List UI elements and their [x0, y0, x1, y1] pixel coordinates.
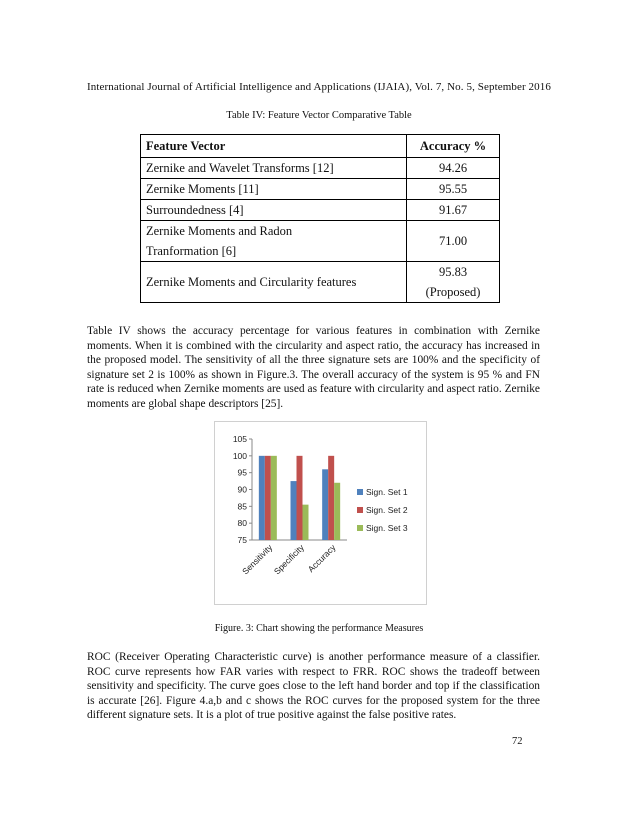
accuracy-cell-line: 95.83 — [438, 265, 468, 279]
bar-sign-set-2-accuracy — [328, 456, 334, 540]
table-caption: Table IV: Feature Vector Comparative Table — [226, 110, 412, 121]
x-tick-label: Accuracy — [305, 542, 338, 575]
accuracy-cell: 91.67 — [407, 200, 500, 221]
accuracy-cell: 95.55 — [407, 179, 500, 200]
y-tick-label: 105 — [232, 434, 247, 444]
accuracy-cell: 71.00 — [407, 221, 500, 262]
feature-cell: Zernike Moments [11] — [141, 179, 407, 200]
feature-cell-line: Zernike Moments and Radon — [146, 224, 293, 238]
bar-sign-set-1-sensitivity — [259, 456, 265, 540]
legend-swatch — [357, 489, 363, 495]
page-number: 72 — [512, 736, 523, 747]
accuracy-cell — [407, 262, 500, 303]
accuracy-cell-line: (Proposed) — [425, 285, 481, 299]
chart-canvas — [215, 422, 426, 604]
table-header-row — [141, 135, 500, 158]
y-tick-label: 95 — [237, 467, 247, 478]
figure-caption: Figure. 3: Chart showing the performance Measures — [214, 623, 424, 634]
x-tick-label: Sensitivity — [240, 542, 275, 577]
y-tick-label: 100 — [232, 450, 247, 461]
column-header-feature: Feature Vector — [141, 135, 407, 158]
table-row — [141, 262, 500, 303]
accuracy-cell: 94.26 — [407, 158, 500, 179]
feature-cell: Zernike and Wavelet Transforms [12] — [141, 158, 407, 179]
feature-cell: Surroundedness [4] — [141, 200, 407, 221]
bar-sign-set-3-sensitivity — [271, 456, 277, 540]
legend-swatch — [357, 507, 363, 513]
legend-label: Sign. Set 1 — [366, 487, 408, 497]
performance-chart — [214, 421, 427, 605]
feature-cell-line: Tranformation [6] — [146, 244, 237, 258]
legend-label: Sign. Set 2 — [366, 505, 408, 515]
bar-sign-set-1-specificity — [291, 481, 297, 540]
column-header-accuracy: Accuracy % — [407, 135, 500, 158]
body-paragraph: Table IV shows the accuracy percentage for various features in combination with Zernike moments. When it is combined with the circularity and aspect ratio, the accuracy has increased in the proposed model. The sensitivity of all the three signature sets are 100% and the specificity of signature set 2 is 100% as shown in Figure.3. The overall accuracy of the system is 95 % and FN rate is reduced when Zernike moments are used as feature with circularity and aspect ratio. Zernike moments are global shape descriptors [25]. — [87, 325, 540, 410]
table-row — [141, 158, 500, 179]
y-tick-label: 85 — [237, 501, 247, 512]
bar-sign-set-3-specificity — [303, 505, 309, 540]
body-paragraph: ROC (Receiver Operating Characteristic curve) is another performance measure of a classifier. ROC curve represents how FAR varies with respect to FRR. ROC shows the tradeoff between sensitivity and specificity. The curve goes close to the left hand border and top if the classification is accurate [26]. Figure 4.a,b and c shows the ROC curves for the proposed system for the three different signature sets. It is a plot of true positive against the false positive rates. — [87, 651, 540, 721]
journal-header: International Journal of Artificial Intelligence and Applications (IJAIA), Vol. 7, No. 5, September 2016 — [87, 81, 551, 93]
bar-sign-set-2-sensitivity — [265, 456, 271, 540]
bar-sign-set-1-accuracy — [322, 469, 328, 540]
bar-sign-set-3-accuracy — [334, 483, 340, 540]
y-tick-label: 75 — [237, 535, 247, 545]
y-tick-label: 80 — [237, 518, 247, 529]
table-row — [141, 221, 500, 262]
table-row — [141, 179, 500, 200]
feature-vector-table — [140, 134, 500, 303]
feature-cell: Zernike Moments and Circularity features — [141, 262, 407, 303]
legend-swatch — [357, 525, 363, 531]
feature-cell — [141, 221, 407, 262]
legend-label: Sign. Set 3 — [366, 523, 408, 533]
bar-sign-set-2-specificity — [297, 456, 303, 540]
table-row — [141, 200, 500, 221]
x-tick-label: Specificity — [271, 542, 306, 577]
y-tick-label: 90 — [237, 484, 247, 495]
